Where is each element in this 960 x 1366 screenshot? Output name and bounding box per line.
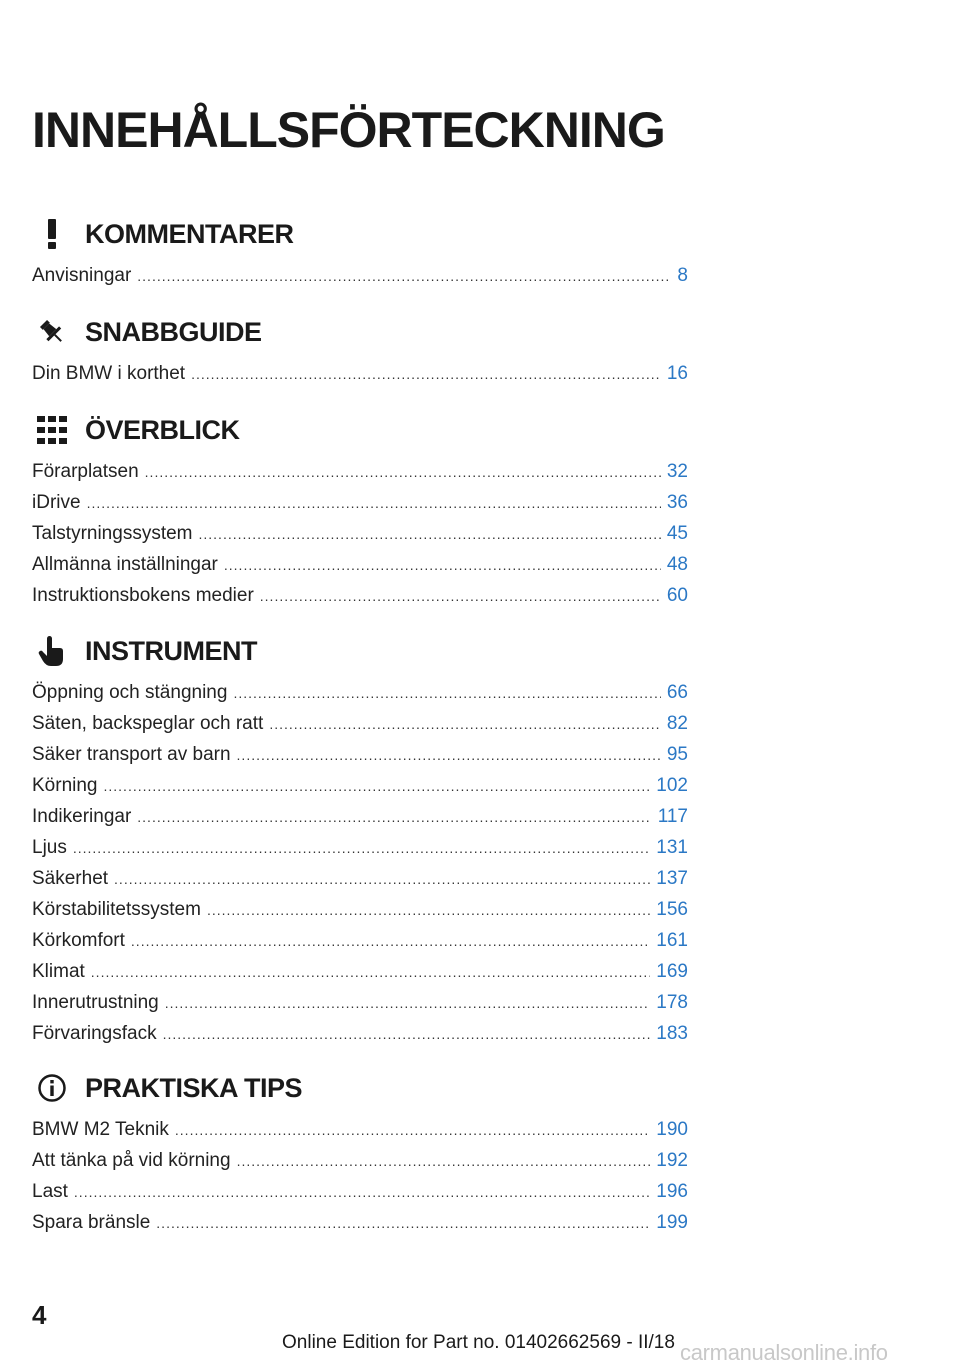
toc-page-link[interactable]: 192	[656, 1150, 688, 1171]
toc-entry-label: Ljus	[32, 837, 67, 858]
toc-entry-label: Körstabilitetssystem	[32, 899, 201, 920]
toc-entry-label: Talstyrningssystem	[32, 523, 193, 544]
toc-entry-label: Att tänka på vid körning	[32, 1150, 231, 1171]
toc-leader-dots	[137, 261, 668, 292]
toc-leader-dots	[191, 359, 661, 390]
toc-entry[interactable]	[32, 549, 688, 580]
toc-entry-label: Körning	[32, 775, 98, 796]
toc-entry-label: Körkomfort	[32, 930, 125, 951]
section-kommentarer	[32, 214, 688, 291]
toc-entry[interactable]	[32, 832, 688, 863]
toc-entry[interactable]	[32, 956, 688, 987]
section-praktiska-tips	[32, 1068, 688, 1238]
toc-leader-dots	[137, 802, 651, 833]
toc-leader-dots	[260, 581, 661, 612]
toc-page-link[interactable]: 131	[656, 837, 688, 858]
toc-entry[interactable]	[32, 739, 688, 770]
footer-edition: Online Edition for Part no. 01402662569 - II/18	[282, 1332, 675, 1353]
toc-leader-dots	[269, 709, 661, 740]
toc-entry[interactable]	[32, 518, 688, 549]
toc-leader-dots	[114, 864, 650, 895]
hand-pointer-icon	[32, 635, 72, 667]
toc-entry[interactable]	[32, 1018, 688, 1049]
toc-entry-label: Säten, backspeglar och ratt	[32, 713, 264, 734]
toc-entry[interactable]	[32, 260, 688, 291]
toc-leader-dots	[73, 833, 650, 864]
toc-leader-dots	[207, 895, 650, 926]
toc-page-link[interactable]: 156	[656, 899, 688, 920]
section-title: KOMMENTARER	[85, 218, 294, 249]
section-header	[32, 410, 688, 450]
toc-entry[interactable]	[32, 925, 688, 956]
toc-entry-label: Säkerhet	[32, 868, 109, 889]
toc-entry[interactable]	[32, 894, 688, 925]
toc-page-link[interactable]: 117	[657, 806, 688, 827]
toc-leader-dots	[165, 988, 651, 1019]
toc-page-link[interactable]: 102	[656, 775, 688, 796]
toc-page-link[interactable]: 36	[666, 492, 688, 513]
toc-leader-dots	[175, 1115, 650, 1146]
section-overblick	[32, 410, 688, 611]
toc-entry[interactable]	[32, 1207, 688, 1238]
toc-entry-label: iDrive	[32, 492, 81, 513]
toc-entry[interactable]	[32, 456, 688, 487]
toc-leader-dots	[131, 926, 650, 957]
info-circle-icon	[32, 1072, 72, 1104]
toc-entry-label: Förarplatsen	[32, 461, 139, 482]
toc-leader-dots	[87, 488, 661, 519]
toc-entry-label: Din BMW i korthet	[32, 363, 186, 384]
toc-entry-label: Last	[32, 1181, 68, 1202]
toc-leader-dots	[163, 1019, 651, 1050]
toc-leader-dots	[156, 1208, 650, 1239]
toc-entry[interactable]	[32, 770, 688, 801]
toc-leader-dots	[104, 771, 651, 802]
toc-page-link[interactable]: 161	[656, 930, 688, 951]
toc-entry[interactable]	[32, 1176, 688, 1207]
toc-page-link[interactable]: 8	[677, 265, 688, 286]
toc-leader-dots	[91, 957, 651, 988]
toc-page-link[interactable]: 60	[666, 585, 688, 606]
toc-entry-label: BMW M2 Teknik	[32, 1119, 169, 1140]
toc-entry[interactable]	[32, 487, 688, 518]
toc-leader-dots	[145, 457, 661, 488]
toc-page-link[interactable]: 178	[656, 992, 688, 1013]
section-header	[32, 631, 688, 671]
toc-entry-label: Förvaringsfack	[32, 1023, 157, 1044]
section-header	[32, 1068, 688, 1108]
section-snabbguide	[32, 312, 688, 389]
toc-entry[interactable]	[32, 1114, 688, 1145]
section-title: PRAKTISKA TIPS	[85, 1072, 303, 1103]
toc-page-link[interactable]: 16	[666, 363, 688, 384]
toc-entry[interactable]	[32, 580, 688, 611]
toc-entry[interactable]	[32, 677, 688, 708]
toc-entry[interactable]	[32, 708, 688, 739]
page-number: 4	[32, 1300, 47, 1330]
toc-page-link[interactable]: 32	[666, 461, 688, 482]
toc-page-link[interactable]: 48	[666, 554, 688, 575]
toc-entry[interactable]	[32, 801, 688, 832]
toc-page-link[interactable]: 95	[666, 744, 688, 765]
section-header	[32, 214, 688, 254]
toc-page-link[interactable]: 137	[656, 868, 688, 889]
toc-entry[interactable]	[32, 358, 688, 389]
toc-entry-label: Innerutrustning	[32, 992, 159, 1013]
toc-entry-label: Indikeringar	[32, 806, 132, 827]
toc-entry-label: Säker transport av barn	[32, 744, 231, 765]
section-title: SNABBGUIDE	[85, 316, 262, 347]
toc-page-link[interactable]: 169	[656, 961, 688, 982]
toc-page-link[interactable]: 183	[656, 1023, 688, 1044]
toc-entry[interactable]	[32, 987, 688, 1018]
section-title: INSTRUMENT	[85, 635, 257, 666]
toc-entry-label: Klimat	[32, 961, 85, 982]
toc-entry-label: Spara bränsle	[32, 1212, 151, 1233]
toc-leader-dots	[233, 678, 660, 709]
section-header	[32, 312, 688, 352]
exclamation-icon	[32, 218, 72, 250]
watermark: carmanualsonline.info	[680, 1340, 888, 1365]
section-instrument	[32, 631, 688, 1049]
toc-entry[interactable]	[32, 863, 688, 894]
pushpin-icon	[32, 316, 72, 348]
toc-entry-label: Allmänna inställningar	[32, 554, 218, 575]
toc-entry[interactable]	[32, 1145, 688, 1176]
section-title: ÖVERBLICK	[85, 414, 240, 445]
toc-page-link[interactable]: 45	[666, 523, 688, 544]
toc-leader-dots	[199, 519, 661, 550]
toc-leader-dots	[224, 550, 661, 581]
toc-entry-label: Öppning och stängning	[32, 682, 228, 703]
toc-leader-dots	[237, 1146, 651, 1177]
toc-page-link[interactable]: 190	[656, 1119, 688, 1140]
toc-leader-dots	[237, 740, 661, 771]
page-title: INNEHÅLLSFÖRTECKNING	[32, 102, 665, 158]
toc-entry-label: Anvisningar	[32, 265, 132, 286]
grid-icon	[32, 414, 72, 446]
toc-page-link[interactable]: 196	[656, 1181, 688, 1202]
toc-entry-label: Instruktionsbokens medier	[32, 585, 254, 606]
toc-leader-dots	[74, 1177, 650, 1208]
toc-page-link[interactable]: 82	[666, 713, 688, 734]
toc-page-link[interactable]: 66	[666, 682, 688, 703]
toc-page-link[interactable]: 199	[656, 1212, 688, 1233]
